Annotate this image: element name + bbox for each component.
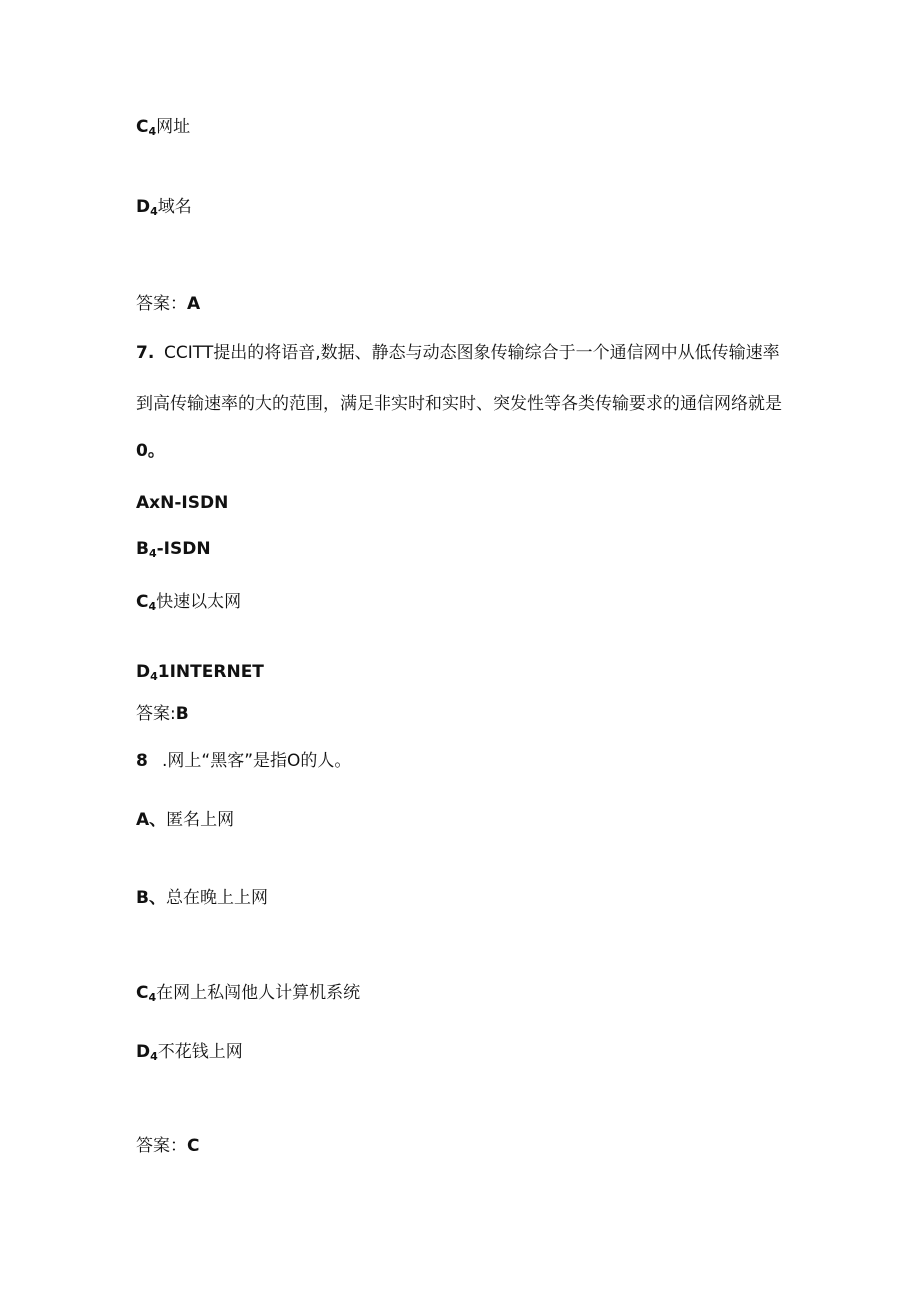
option-text: 不花钱上网 <box>157 1042 243 1062</box>
q7-option-c <box>136 590 241 619</box>
q8-option-c <box>136 981 360 1010</box>
option-text: 快速以太网 <box>156 592 242 612</box>
option-subscript: 4 <box>150 1050 158 1063</box>
option-letter: D <box>136 662 151 682</box>
q8-answer <box>136 1134 199 1158</box>
option-text: 在网上私闯他人计算机系统 <box>156 983 361 1003</box>
q8-stem <box>136 749 351 773</box>
option-label: B、 <box>136 888 166 908</box>
option-subscript: 4 <box>148 547 157 560</box>
option-letter: B <box>136 539 149 559</box>
q6-option-c <box>136 115 190 144</box>
option-subscript: 4 <box>150 205 158 218</box>
question-number: 7. <box>136 343 155 363</box>
option-letter: C <box>136 983 149 1003</box>
q8-option-a <box>136 808 234 832</box>
answer-label: 答案： <box>136 294 187 314</box>
answer-label: 答案： <box>136 1136 187 1156</box>
answer-value: B <box>175 704 189 724</box>
option-subscript: 4 <box>148 600 157 613</box>
question-number: 8 <box>136 751 148 771</box>
question-text: 0。 <box>136 441 165 461</box>
q7-stem-line1 <box>136 341 780 365</box>
answer-label: 答案: <box>136 704 176 724</box>
option-text: 网址 <box>156 117 191 137</box>
option-text: AxN-ISDN <box>136 493 229 513</box>
option-text: 域名 <box>157 197 192 217</box>
answer-value: A <box>187 294 201 314</box>
option-text: 总在晚上上网 <box>165 888 268 908</box>
option-letter: D <box>136 1042 151 1062</box>
question-text: CCITT提出的将语音,数据、静态与动态图象传输综合于一个通信网中从低传输速率 <box>164 343 780 363</box>
q7-stem-line2 <box>136 392 782 416</box>
q7-option-d <box>136 660 264 689</box>
q7-stem-line3 <box>136 439 165 463</box>
q6-option-d <box>136 195 192 224</box>
option-letter: C <box>136 117 149 137</box>
q6-answer <box>136 292 200 316</box>
question-text: 到高传输速率的大的范围，满足非实时和实时、突发性等各类传输要求的通信网络就是 <box>136 394 782 414</box>
option-subscript: 4 <box>148 991 157 1004</box>
option-text: -ISDN <box>156 539 211 559</box>
option-label: A、 <box>136 810 167 830</box>
option-letter: C <box>136 592 149 612</box>
q8-option-b <box>136 886 268 910</box>
option-text: 匿名上网 <box>166 810 235 830</box>
option-text: 1INTERNET <box>157 662 264 682</box>
q7-option-a <box>136 491 228 515</box>
option-subscript: 4 <box>150 670 158 683</box>
q8-option-d <box>136 1040 243 1069</box>
q7-option-b <box>136 537 211 566</box>
option-subscript: 4 <box>148 125 157 138</box>
q7-answer <box>136 702 189 726</box>
question-text: .网上“黑客”是指O的人。 <box>162 751 352 771</box>
answer-value: C <box>187 1136 200 1156</box>
option-letter: D <box>136 197 151 217</box>
